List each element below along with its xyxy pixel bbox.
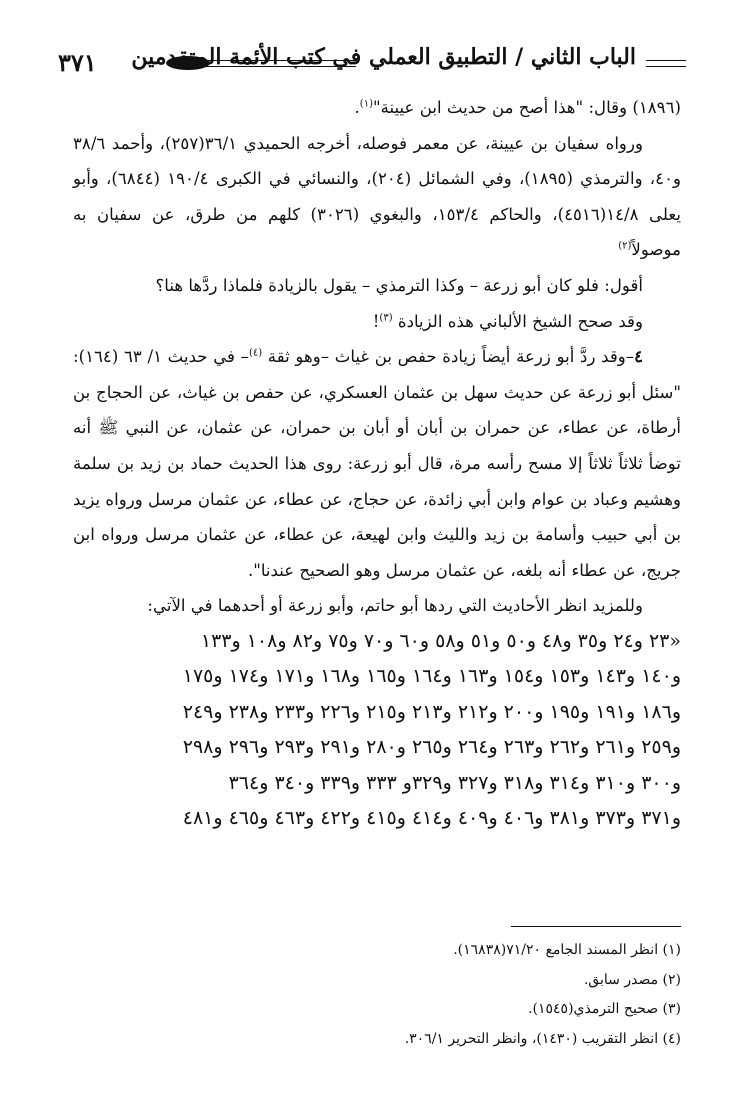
paragraph-3: أقول: فلو كان أبو زرعة – وكذا الترمذي – يقول بالزيادة فلماذا ردَّها هنا؟ <box>155 275 643 295</box>
item-number: ٤ <box>634 346 643 367</box>
number-line: و٣٠٠ و٣١٠ و٣١٤ و٣١٨ و٣٢٧ و٣٢٩و ٣٣٣ و٣٣٩ و٣٤٠ و٣٦٤ <box>228 771 681 794</box>
footnote-ref[interactable]: (١) <box>359 98 373 110</box>
body-text <box>73 90 681 836</box>
number-line: و٣٧١ و٣٧٣ و٣٨١ و٤٠٦ و٤٠٩ و٤١٤ و٤١٥ و٤٢٢ و٤٦٣ و٤٦٥ و٤٨١ <box>182 806 681 829</box>
paragraph-6: وللمزيد انظر الأحاديث التي ردها أبو حاتم، وأبو زرعة أو أحدهما في الآتي: <box>147 596 643 616</box>
footnote-2: (٢) مصدر سابق. <box>583 971 681 988</box>
footnote-3: (٣) صحيح الترمذي(١٥٤٥). <box>528 1001 681 1017</box>
number-line: و١٤٠ و١٤٣ و١٥٣ و١٥٤ و١٦٣ و١٦٤ و١٦٥ و١٦٨ و١٧١ و١٧٤ و١٧٥ <box>182 665 681 688</box>
footnote-4: (٤) انظر التقريب (١٤٣٠)، وانظر التحرير ٣٠٦/١. <box>404 1030 681 1047</box>
footnote-ref[interactable]: (٢) <box>618 240 632 252</box>
number-line: و٢٥٩ و٢٦١ و٢٦٢ و٢٦٣ و٢٦٤ و٢٦٥ و٢٨٠ و٢٩١ و٢٩٣ و٢٩٦ و٢٩٨ <box>182 736 681 759</box>
running-header <box>56 44 686 84</box>
header-rule <box>646 66 686 67</box>
paragraph-5: ٤–وقد ردَّ أبو زرعة أيضاً زيادة حفص بن غياث –وهو ثقة $^{(٤)}$– في حديث ١/ ٦٣ (١٦٤): "سئل أبو زرعة عن حديث سهل بن عثمان العسكري، عن حفص بن غياث، عن الحجاج بن أرطاة، عن عطاء، عن حمران بن أبان أو أبان بن حمران، عن عثمان، عن النبي ﷺ أنه توضأ ثلاثاً ثلاثاً إلا مسح رأسه مرة، قال أبو زرعة: روى هذا الحديث حماد بن زيد بن سلمة وهشيم وعباد بن عوام وابن أبي زائدة، عن حجاج، عن عطاء، عن عثمان مرسل ورواه يزيد بن أبي حبيب وأسامة بن زيد والليث وابن لهيعة، عن عطاء، عن عثمان مرسل ورواه ابن جريج، عن عطاء أنه بلغه، عن عثمان مرسل وهو الصحيح عندنا". <box>73 346 681 580</box>
paragraph-1: (١٨٩٦) وقال: "هذا أصح من حديث ابن عيينة"$^{(١)}$. <box>354 98 681 117</box>
footnote-1: (١) انظر المسند الجامع ٧١/٢٠(١٦٨٣٨). <box>453 942 681 958</box>
paragraph-4: وقد صحح الشيخ الألباني هذه الزيادة $^{(٣)}$! <box>372 311 643 331</box>
page-number: ٣٧١ <box>58 48 97 77</box>
number-line: «٢٣ و٢٤ و٣٥ و٤٨ و٥٠ و٥١ و٥٨ و٦٠ و٧٠ و٧٥ و٨٢ و١٠٨ و١٣٣ <box>200 629 681 652</box>
footnote-ref[interactable]: (٣) <box>379 312 393 324</box>
header-rule <box>646 60 686 61</box>
footnote-ref[interactable]: (٤) <box>248 347 263 359</box>
number-line: و١٨٦ و١٩١ و١٩٥ و٢٠٠ و٢١٢ و٢١٣ و٢١٥ و٢٢٦ و٢٣٣ و٢٣٨ و٢٤٩ <box>182 700 681 723</box>
footnotes <box>73 936 681 1054</box>
chapter-title: الباب الثاني / التطبيق العملي في كتب الأئمة المتقدمين <box>131 44 636 70</box>
hadith-number-list <box>73 624 681 836</box>
paragraph-2: ورواه سفيان بن عيينة، عن معمر فوصله، أخرجه الحميدي ٣٦/١(٢٥٧)، وأحمد ٣٨/٦ و٤٠، والترمذي (١٨٩٥)، وفي الشمائل (٢٠٤)، والنسائي في الكبرى ١٩٠/٤ (٦٨٤٤)، وأبو يعلى ١٤/٨(٤٥١٦)، والحاكم ١٥٣/٤، والبغوي (٣٠٢٦) كلهم من طرق، عن سفيان به موصولاً$^{(٢)}$ <box>73 133 682 260</box>
footnote-separator <box>511 926 681 927</box>
